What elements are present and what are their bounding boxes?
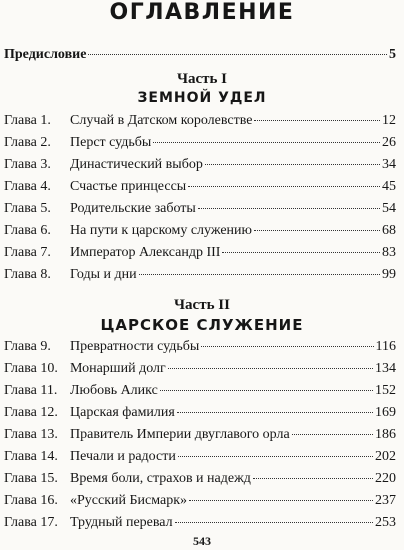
chapter-number: Глава 12. [4, 405, 58, 420]
chapter-title: Родительские заботы [70, 201, 196, 216]
toc-entry-chapter[interactable] [4, 222, 396, 240]
chapter-number: Глава 3. [4, 157, 51, 172]
chapter-number: Глава 10. [4, 361, 58, 376]
chapter-page: 83 [382, 245, 396, 260]
chapter-title: Превратности судьбы [70, 339, 200, 354]
toc-entry-chapter[interactable] [4, 178, 396, 196]
dot-leader [254, 230, 380, 231]
chapter-page: 34 [382, 157, 396, 172]
chapter-page: 54 [382, 201, 396, 216]
toc-entry-chapter[interactable] [4, 200, 396, 218]
dot-leader [292, 434, 373, 435]
dot-leader [153, 142, 380, 143]
dot-leader [253, 478, 373, 479]
preface-label: Предисловие [4, 47, 87, 62]
chapter-number: Глава 17. [4, 515, 58, 530]
dot-leader [254, 120, 380, 121]
chapter-page: 12 [382, 113, 396, 128]
toc-entry-chapter[interactable] [4, 492, 396, 510]
part2-subtitle: ЦАРСКОЕ СЛУЖЕНИЕ [100, 316, 304, 334]
toc-entry-chapter[interactable] [4, 470, 396, 488]
toc-entry-chapter[interactable] [4, 338, 396, 356]
chapter-number: Глава 1. [4, 113, 51, 128]
chapter-title: Случай в Датском королевстве [70, 113, 253, 128]
toc-entry-chapter[interactable] [4, 448, 396, 466]
chapter-page: 202 [375, 449, 396, 464]
dot-leader [178, 456, 373, 457]
dot-leader [201, 346, 373, 347]
toc-entry-chapter[interactable] [4, 112, 396, 130]
dot-leader [175, 522, 373, 523]
part1-subtitle: ЗЕМНОЙ УДЕЛ [137, 90, 267, 106]
dot-leader [205, 164, 380, 165]
chapter-number: Глава 14. [4, 449, 58, 464]
part2-label: Часть II [174, 297, 230, 313]
page-number: 543 [193, 534, 211, 548]
chapter-page: 45 [382, 179, 396, 194]
toc-entry-chapter[interactable] [4, 244, 396, 262]
dot-leader [188, 186, 380, 187]
toc-title: ОГЛАВЛЕНИЕ [109, 0, 295, 25]
chapter-number: Глава 13. [4, 427, 58, 442]
chapter-number: Глава 16. [4, 493, 58, 508]
chapter-number: Глава 8. [4, 267, 51, 282]
toc-entry-chapter[interactable] [4, 382, 396, 400]
toc-entry-chapter[interactable] [4, 514, 396, 532]
chapter-number: Глава 11. [4, 383, 58, 398]
chapter-page: 116 [375, 339, 396, 354]
chapter-title: Правитель Империи двуглавого орла [70, 427, 290, 442]
chapter-title: Счастье принцессы [70, 179, 187, 194]
toc-entry-chapter[interactable] [4, 360, 396, 378]
preface-page: 5 [389, 47, 396, 62]
toc-entry-chapter[interactable] [4, 266, 396, 284]
chapter-page: 237 [375, 493, 396, 508]
chapter-title: Император Александр III [70, 245, 221, 260]
dot-leader [88, 54, 387, 55]
dot-leader [198, 208, 380, 209]
chapter-title: «Русский Бисмарк» [70, 493, 188, 508]
chapter-number: Глава 6. [4, 223, 51, 238]
chapter-page: 186 [375, 427, 396, 442]
chapter-number: Глава 4. [4, 179, 51, 194]
chapter-title: Трудный перевал [70, 515, 173, 530]
chapter-title: Царская фамилия [70, 405, 175, 420]
toc-entry-preface[interactable] [4, 46, 396, 64]
dot-leader [222, 252, 380, 253]
dot-leader [168, 368, 373, 369]
chapter-page: 26 [382, 135, 396, 150]
toc-entry-chapter[interactable] [4, 156, 396, 174]
chapter-title: Династический выбор [70, 157, 203, 172]
chapter-page: 169 [375, 405, 396, 420]
chapter-title: Монарший долг [70, 361, 166, 376]
chapter-number: Глава 9. [4, 339, 51, 354]
chapter-page: 220 [375, 471, 396, 486]
dot-leader [160, 390, 373, 391]
dot-leader [189, 500, 373, 501]
chapter-title: Печали и радости [70, 449, 176, 464]
chapter-title: Время боли, страхов и надежд [70, 471, 251, 486]
toc-entry-chapter[interactable] [4, 134, 396, 152]
chapter-page: 152 [375, 383, 396, 398]
chapter-number: Глава 5. [4, 201, 51, 216]
chapter-number: Глава 7. [4, 245, 51, 260]
chapter-page: 134 [375, 361, 396, 376]
chapter-title: Годы и дни [70, 267, 137, 282]
chapter-number: Глава 15. [4, 471, 58, 486]
chapter-title: Перст судьбы [70, 135, 152, 150]
chapter-page: 99 [382, 267, 396, 282]
part1-label: Часть I [176, 71, 228, 87]
chapter-page: 253 [375, 515, 396, 530]
dot-leader [139, 274, 380, 275]
toc-entry-chapter[interactable] [4, 404, 396, 422]
chapter-title: На пути к царскому служению [70, 223, 252, 238]
chapter-title: Любовь Аликс [70, 383, 158, 398]
chapter-page: 68 [382, 223, 396, 238]
dot-leader [177, 412, 373, 413]
toc-entry-chapter[interactable] [4, 426, 396, 444]
chapter-number: Глава 2. [4, 135, 51, 150]
